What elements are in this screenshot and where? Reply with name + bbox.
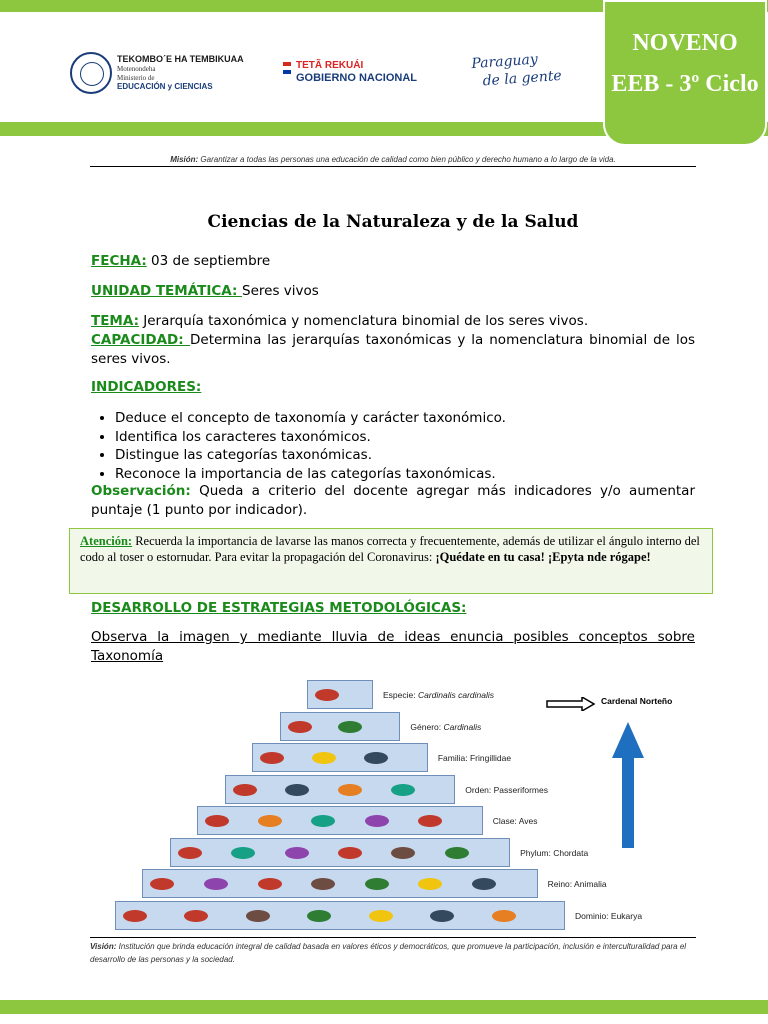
tier-label (438, 753, 511, 763)
flag-icon (283, 62, 291, 74)
list-item: • Identifica los caracteres taxonómicos. (115, 428, 695, 447)
vision-label: Visión: (90, 942, 117, 951)
tier-taxon: Cardinalis (443, 721, 482, 732)
attention-label: Atención: (80, 534, 133, 548)
tier-taxon: Cardinalis cardinalis (417, 690, 495, 700)
tier-taxon: Fringillidae (469, 753, 512, 763)
unidad-value: Seres vivos (242, 283, 319, 299)
tier-rank: Reino: (547, 879, 575, 889)
organism-icon (204, 878, 228, 890)
organism-icon (391, 847, 415, 859)
mission-text: Garantizar a todas las personas una educación de calidad como bien público y derecho humano a lo largo de la vida. (198, 155, 616, 164)
list-item: • Reconoce la importancia de las categorías taxonómicas. (115, 465, 695, 484)
tier-rank: Familia: (437, 753, 470, 763)
organism-icon (365, 878, 389, 890)
taxonomy-pyramid-image (118, 676, 708, 932)
mec-logo-line3: Ministerio de (117, 74, 155, 82)
mec-logo-line1: TEKOMBO´E HA TEMBIKUAA (117, 54, 244, 64)
tema-capacidad-block (91, 312, 695, 369)
organism-icon (312, 752, 336, 764)
capacidad-value: Determina las jerarquías taxonómicas y la nomenclatura binomial de los seres vivos. (91, 332, 695, 367)
footer-band (0, 1000, 768, 1014)
list-item: • Distingue las categorías taxonómicas. (115, 446, 695, 465)
organism-icon (285, 847, 309, 859)
slogan-line1: Paraguay (470, 51, 539, 73)
fecha-label: FECHA: (91, 253, 147, 269)
tier-label (465, 785, 548, 795)
gobierno-logo-line1: TETÃ REKUÁI (296, 60, 364, 71)
organism-icon (430, 910, 454, 922)
organism-icon (258, 878, 282, 890)
grade-cycle: EEB - 3º Ciclo (611, 71, 759, 97)
observacion-row (91, 482, 695, 520)
mission-statement (90, 155, 696, 167)
slogan-line2: de la gente (482, 67, 563, 90)
tier-taxon: Animalia (574, 879, 607, 889)
tier-taxon: Chordata (553, 847, 589, 858)
organism-icon (418, 815, 442, 827)
tema-value: Jerarquía taxonómica y nomenclatura binomial de los seres vivos. (138, 313, 589, 329)
arrow-up-icon (610, 720, 646, 850)
organism-icon (338, 721, 362, 733)
common-name-label: Cardenal Norteño (601, 696, 673, 706)
tier-label (410, 722, 481, 732)
unidad-row (91, 283, 319, 299)
vision-text: Institución que brinda educación integral de calidad basada en valores éticos y democráticos, que promueve la participación, inclusión e interculturalidad para el desarrollo de las personas y la sociedad. (90, 942, 687, 964)
indicadores-label: INDICADORES: (91, 379, 202, 395)
indicadores-list (91, 409, 695, 483)
tier-label (493, 816, 538, 826)
mec-logo-line2: Motenondeha (117, 65, 156, 73)
observacion-value: Queda a criterio del docente agregar más indicadores y/o aumentar puntaje (1 punto por indicador). (91, 483, 695, 518)
capacidad-label: CAPACIDAD: (91, 332, 190, 348)
vision-statement (90, 937, 696, 966)
organism-icon (492, 910, 516, 922)
tier-label (575, 911, 642, 921)
tier-rank: Phylum: (520, 847, 554, 858)
mec-logo-line4: EDUCACIÓN y CIENCIAS (117, 82, 213, 91)
attention-text: Recuerda la importancia de lavarse las manos correcta y frecuentemente, además de utilizar el ángulo interno del codo al toser o estornudar. Para evitar la propagación del Coronavirus: (80, 534, 700, 564)
tier-rank: Especie: (383, 690, 418, 700)
list-item: • Deduce el concepto de taxonomía y carácter taxonómico. (115, 409, 695, 428)
organism-icon (365, 815, 389, 827)
arrow-right-icon (546, 697, 596, 711)
tier-rank: Clase: (492, 816, 519, 826)
organism-icon (369, 910, 393, 922)
capacidad-row (91, 331, 695, 369)
grade-badge (603, 0, 767, 146)
tier-label (383, 690, 494, 700)
fecha-value: 03 de septiembre (146, 253, 271, 269)
cardinal-bird-icon (288, 721, 312, 733)
cardinal-bird-icon (178, 847, 202, 859)
organism-icon (472, 878, 496, 890)
tier-rank: Dominio: (575, 910, 611, 921)
organism-icon (445, 847, 469, 859)
organism-icon (338, 784, 362, 796)
tema-row (91, 312, 695, 331)
slogan-logo (471, 49, 562, 91)
unidad-label: UNIDAD TEMÁTICA: (91, 283, 243, 299)
organism-icon (364, 752, 388, 764)
attention-bold: ¡Quédate en tu casa! ¡Epyta nde rógape! (435, 550, 651, 564)
observacion-label: Observación: (91, 483, 191, 499)
organism-icon (184, 910, 208, 922)
tier-taxon: Passeriformes (493, 784, 548, 795)
organism-icon (391, 784, 415, 796)
organism-icon (231, 847, 255, 859)
observa-instruction: Observa la imagen y mediante lluvia de ideas enuncia posibles conceptos sobre Taxonomía (91, 629, 695, 664)
organism-icon (338, 847, 362, 859)
indicadores-heading (91, 379, 201, 395)
desarrollo-heading: DESARROLLO DE ESTRATEGIAS METODOLÓGICAS: (91, 600, 467, 616)
cardinal-bird-icon (315, 689, 339, 701)
cardinal-bird-icon (233, 784, 257, 796)
republic-seal-icon (70, 52, 112, 94)
grade-level: NOVENO (632, 30, 738, 56)
tier-taxon: Eukarya (610, 910, 643, 921)
tier-label (548, 879, 607, 889)
page-title: Ciencias de la Naturaleza y de la Salud (207, 212, 579, 232)
organism-icon (311, 878, 335, 890)
organism-icon (307, 910, 331, 922)
tier-taxon: Aves (518, 816, 538, 826)
tier-label (520, 848, 588, 858)
cardinal-bird-icon (260, 752, 284, 764)
organism-icon (246, 910, 270, 922)
tier-rank: Orden: (465, 784, 494, 795)
fecha-row (91, 253, 270, 269)
tier-rank: Género: (410, 721, 444, 732)
organism-icon (285, 784, 309, 796)
gobierno-logo-line2: GOBIERNO NACIONAL (296, 72, 417, 84)
attention-box (69, 528, 713, 594)
tema-label: TEMA: (91, 313, 139, 329)
cardinal-bird-icon (123, 910, 147, 922)
mission-label: Misión: (170, 155, 199, 164)
